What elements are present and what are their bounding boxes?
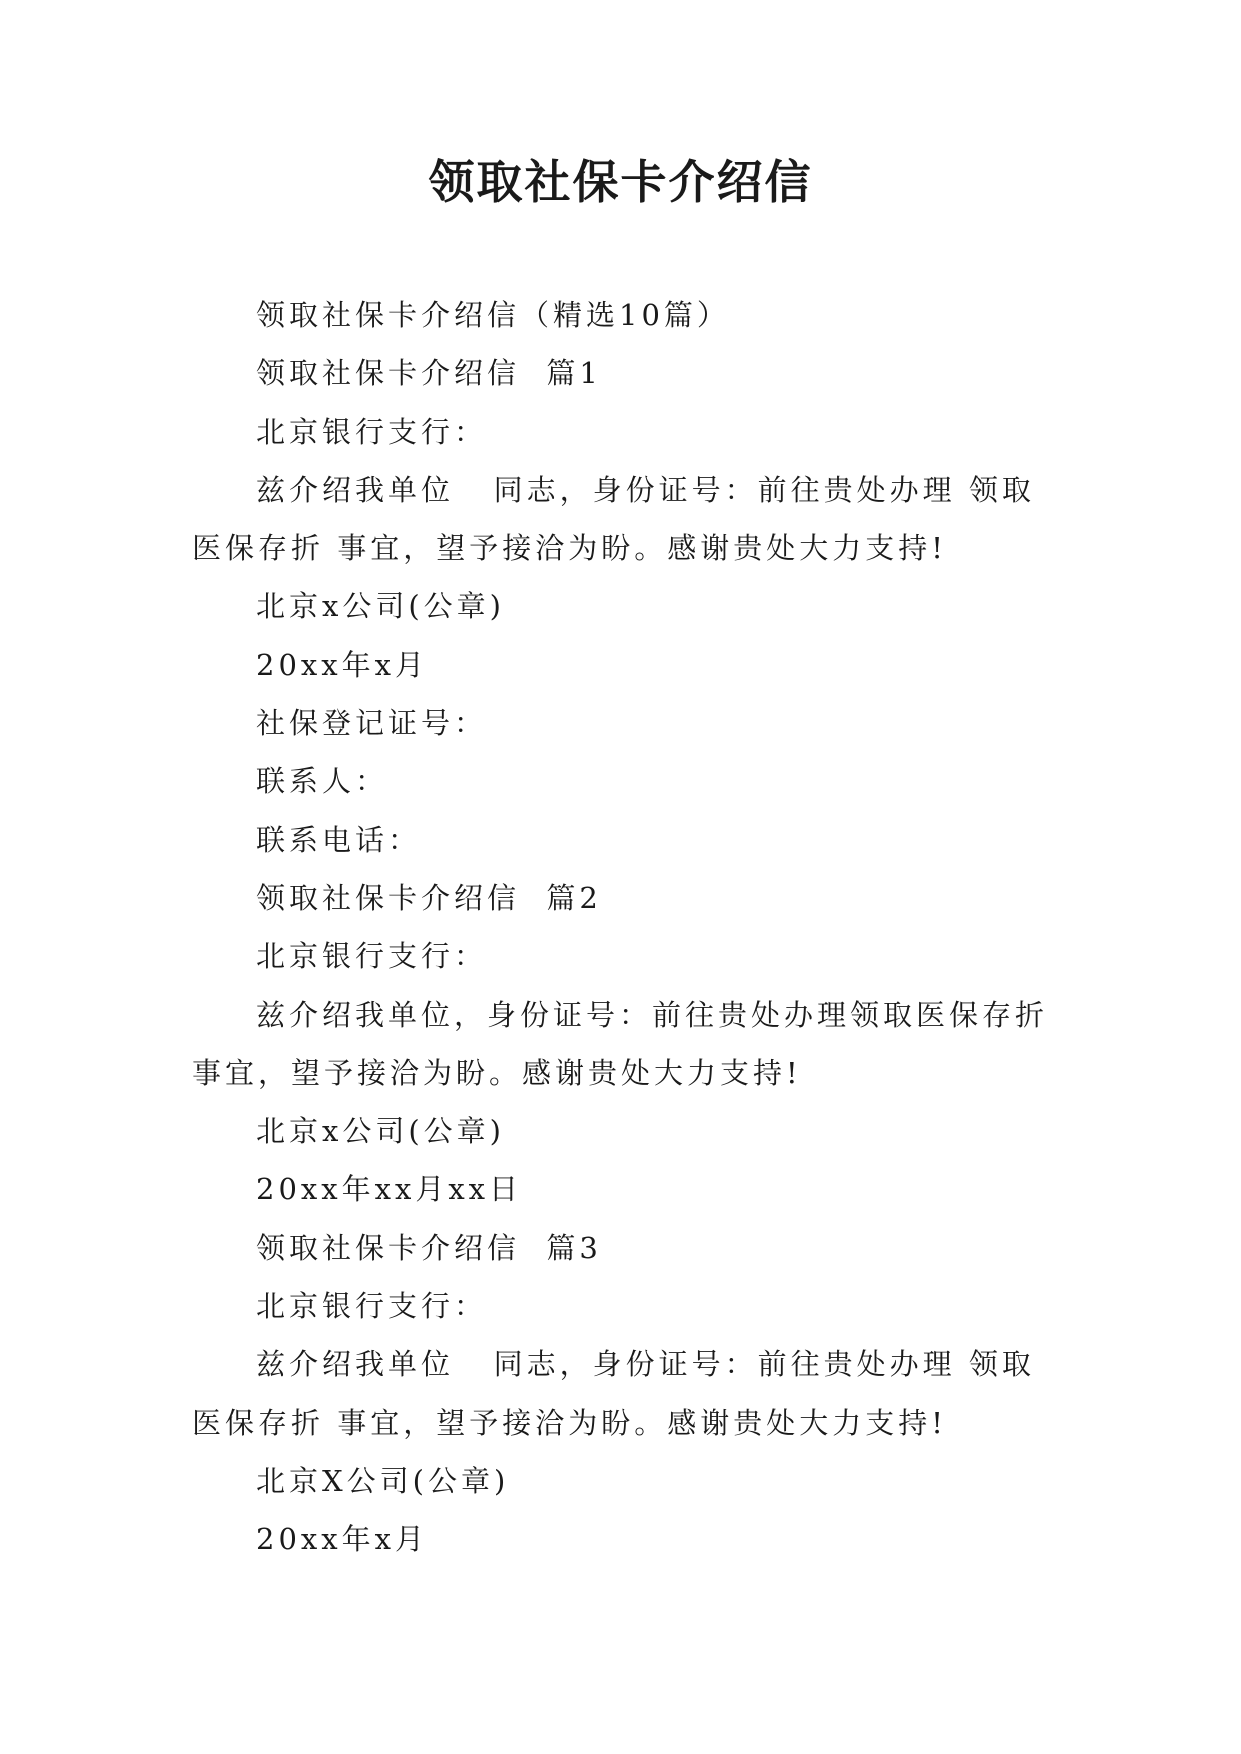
date-line: 20xx年x月 [256,1522,428,1557]
paragraph-line: 事宜，望予接洽为盼。感谢贵处大力支持! [192,1055,802,1090]
recipient-line: 北京银行支行： [256,939,488,974]
recipient-line: 北京银行支行： [256,1289,488,1324]
contact-person-line: 联系人： [256,764,389,799]
letter-paragraph [192,1335,1052,1452]
letter-paragraph [192,461,1052,578]
letter-paragraph [192,986,1052,1103]
contact-phone-line: 联系电话： [256,822,422,857]
paragraph-line: 兹介绍我单位，身份证号：前往贵处办理领取医保存折 [256,997,1049,1032]
section-heading-3: 领取社保卡介绍信 篇3 [256,1230,602,1265]
paragraph-line: 兹介绍我单位 同志，身份证号：前往贵处办理 领取 [256,1347,1035,1382]
signature-line: 北京x公司(公章) [256,1114,505,1149]
paragraph-line: 医保存折 事宜，望予接洽为盼。感谢贵处大力支持! [192,1405,947,1440]
section-heading-1: 领取社保卡介绍信 篇1 [256,356,602,391]
recipient-line: 北京银行支行： [256,414,488,449]
paragraph-line: 兹介绍我单位 同志，身份证号：前往贵处办理 领取 [256,472,1035,507]
registration-line: 社保登记证号： [256,706,488,741]
document-body [192,286,1052,1569]
subtitle-line: 领取社保卡介绍信（精选10篇） [256,298,730,332]
signature-line: 北京x公司(公章) [256,589,505,624]
signature-line: 北京X公司(公章) [256,1463,510,1498]
document-title: 领取社保卡介绍信 [428,155,813,209]
section-heading-2: 领取社保卡介绍信 篇2 [256,880,602,915]
date-line: 20xx年x月 [256,647,428,682]
paragraph-line: 医保存折 事宜，望予接洽为盼。感谢贵处大力支持! [192,531,947,566]
date-line: 20xx年xx月xx日 [256,1172,523,1207]
